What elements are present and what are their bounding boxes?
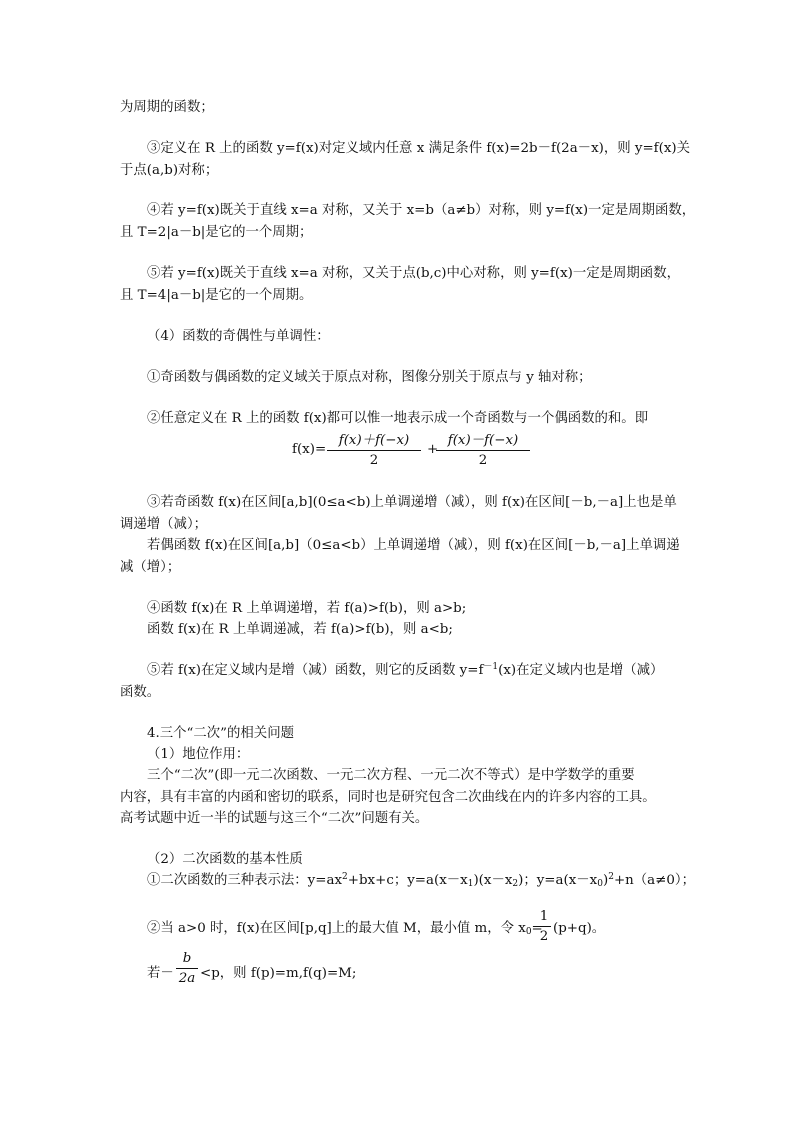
fraction-even-part [327, 429, 421, 468]
text-line: 若偶函数 f(x)在区间[a,b]（0≤a<b）上单调递增（减），则 f(x)在区间[－b,－a]上单调递 [147, 538, 680, 553]
fraction-numerator: 1 [537, 909, 551, 927]
formula-lhs: f(x)= [292, 442, 327, 457]
subsection-heading: （2）二次函数的基本性质 [147, 852, 303, 867]
text-line: 内容，具有丰富的内函和密切的联系，同时也是研究包含二次曲线在内的许多内容的工具。 [120, 790, 656, 805]
text-line: 函数。 [120, 685, 161, 700]
subscript: 1 [467, 879, 474, 889]
text-line: 三个“二次”(即一元二次函数、一元二次方程、一元二次不等式）是中学数学的重要 [147, 768, 635, 783]
fraction-denominator: 2 [478, 453, 488, 468]
text-line: 为周期的函数； [120, 100, 214, 115]
text-line: 函数 f(x)在 R 上单调递减，若 f(a)>f(b)，则 a<b; [147, 622, 453, 637]
subsection-heading: （1）地位作用： [147, 747, 250, 762]
text-line: ③若奇函数 f(x)在区间[a,b](0≤a<b)上单调递增（减），则 f(x)在区间[－b,－a]上也是单 [147, 495, 677, 510]
formula-plus: + [427, 442, 439, 457]
text-segment: ①二次函数的三种表示法：y=ax [147, 873, 343, 888]
text-segment: +n（a≠0）； [613, 873, 695, 888]
section-heading: （4）函数的奇偶性与单调性： [147, 329, 330, 344]
subscript: 0 [597, 879, 603, 889]
fraction-numerator: f(x)＋f(−x) [327, 429, 421, 451]
text-segment: )(x－x [473, 873, 513, 888]
fraction-denominator: 2a [178, 971, 196, 986]
text-segment: ②当 a>0 时，f(x)在区间[p,q]上的最大值 M，最小值 m，令 x [147, 921, 526, 936]
text-line [147, 662, 663, 680]
text-line: 且 T=2|a－b|是它的一个周期； [120, 225, 313, 240]
fraction-denominator: 2 [539, 929, 549, 944]
text-segment: )；y=a(x－x [518, 873, 598, 888]
text-segment: <p，则 f(p)=m,f(q)=M; [200, 966, 357, 981]
section-heading: 4.三个“二次”的相关问题 [147, 726, 294, 741]
text-line: 高考试题中近一半的试题与这三个“二次”问题有关。 [120, 811, 429, 826]
text-line: ⑤若 y=f(x)既关于直线 x=a 对称，又关于点(b,c)中心对称，则 y=f(x)一定是周期函数， [147, 266, 680, 281]
text-line: 调递增（减）； [120, 517, 208, 532]
text-line: 减（增）； [120, 560, 181, 575]
text-line: ②任意定义在 R 上的函数 f(x)都可以惟一地表示成一个奇函数与一个偶函数的和。即 [147, 411, 649, 426]
subscript: 0 [525, 927, 532, 937]
text-segment: ) [602, 873, 609, 888]
subscript: 2 [512, 879, 519, 889]
text-segment: (p+q)。 [553, 921, 606, 936]
text-line [147, 872, 695, 890]
fraction-b-over-2a [176, 951, 198, 986]
text-line: ③定义在 R 上的函数 y=f(x)对定义域内任意 x 满足条件 f(x)=2b－f(2a－x)，则 y=f(x)关 [147, 141, 691, 156]
text-segment: +bx+c；y=a(x－x [347, 873, 468, 888]
superscript: 2 [342, 872, 348, 882]
text-line: ①奇函数与偶函数的定义域关于原点对称，图像分别关于原点与 y 轴对称； [147, 370, 592, 385]
fraction-odd-part [436, 429, 530, 468]
text-segment: 若－ [147, 966, 174, 981]
text-line [147, 920, 543, 938]
text-line: 于点(a,b)对称； [120, 163, 219, 178]
text-line: ④函数 f(x)在 R 上单调递增，若 f(a)>f(b)，则 a>b; [147, 601, 467, 616]
fraction-numerator: f(x)－f(−x) [436, 429, 530, 451]
fraction-denominator: 2 [369, 453, 379, 468]
text-segment: (x)在定义域内也是增（减） [498, 663, 664, 678]
fraction-one-half [537, 909, 551, 944]
text-line: ④若 y=f(x)既关于直线 x=a 对称，又关于 x=b（a≠b）对称，则 y=f(x)一定是周期函数， [147, 203, 696, 218]
superscript: －1 [483, 662, 499, 672]
text-segment: ⑤若 f(x)在定义域内是增（减）函数，则它的反函数 y=f [147, 663, 484, 678]
text-segment: = [531, 921, 543, 936]
fraction-numerator: b [176, 951, 198, 969]
text-line: 且 T=4|a－b|是它的一个周期。 [120, 288, 313, 303]
superscript: 2 [608, 872, 614, 882]
